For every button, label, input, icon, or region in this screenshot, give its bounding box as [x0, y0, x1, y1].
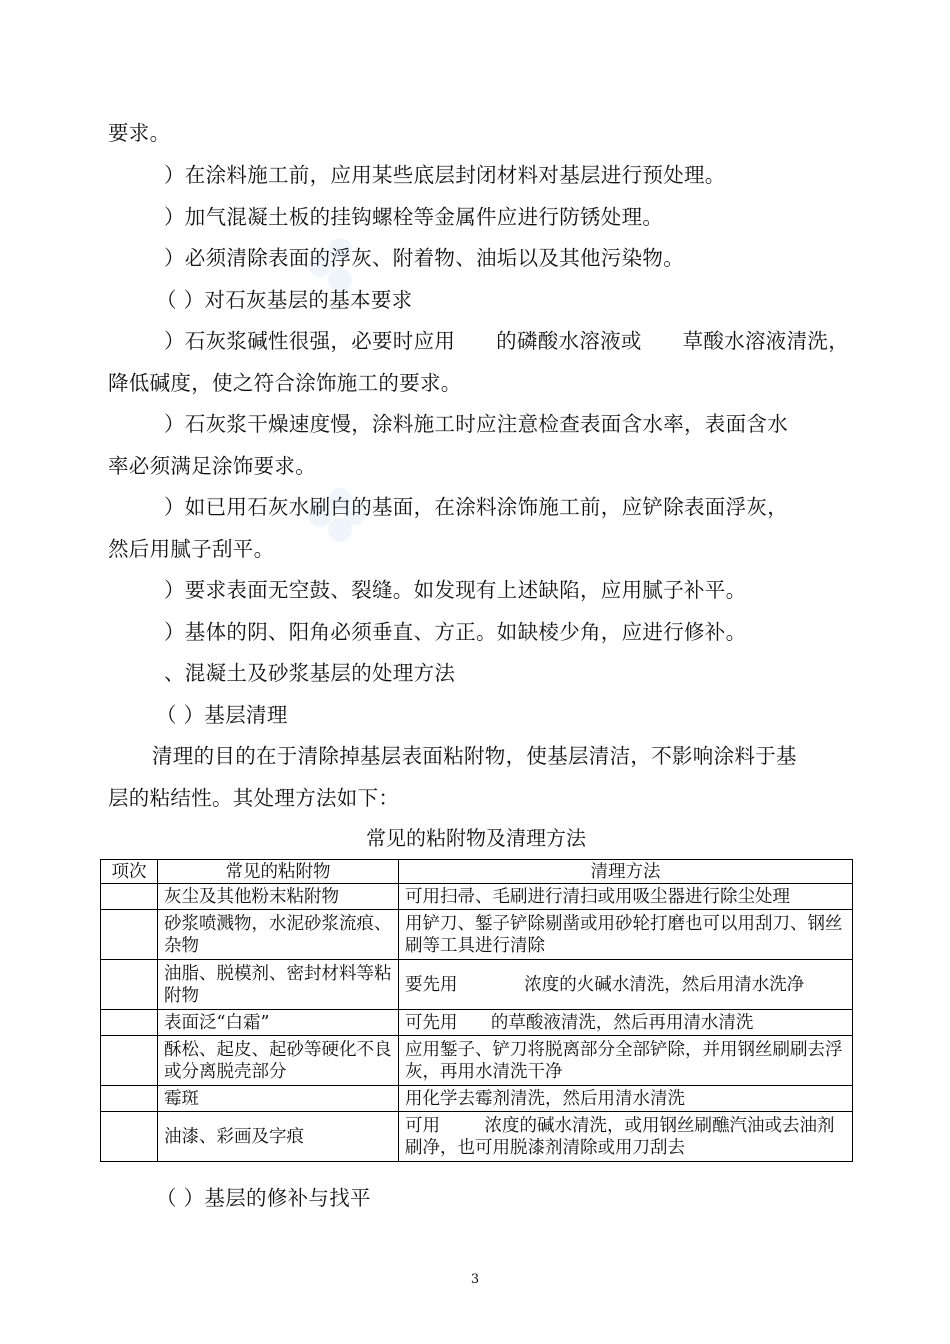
body-line: 要求。 — [108, 121, 171, 145]
body-line: 清理的目的在于清除掉基层表面粘附物，使基层清洁，不影响涂料于基 — [152, 744, 797, 768]
table-row — [101, 910, 853, 960]
cell-attachment: 砂浆喷溅物，水泥砂浆流痕、杂物 — [158, 910, 399, 960]
column-header-index: 项次 — [101, 860, 158, 884]
body-line: ）要求表面无空鼓、裂缝。如发现有上述缺陷，应用腻子补平。 — [164, 578, 747, 602]
table-caption: 常见的粘附物及清理方法 — [366, 826, 586, 850]
cell-index — [101, 960, 158, 1010]
body-line: ）加气混凝土板的挂钩螺栓等金属件应进行防锈处理。 — [164, 205, 664, 229]
body-line: ）基体的阴、阳角必须垂直、方正。如缺棱少角，应进行修补。 — [164, 620, 747, 644]
cell-index — [101, 1086, 158, 1112]
table-row — [101, 884, 853, 910]
cell-attachment: 油漆、彩画及字痕 — [158, 1112, 399, 1162]
body-line: ）石灰浆碱性很强，必要时应用 的磷酸水溶液或 草酸水溶液清洗， — [164, 329, 849, 353]
cell-attachment: 酥松、起皮、起砂等硬化不良或分离脱壳部分 — [158, 1036, 399, 1086]
body-line: ）石灰浆干燥速度慢，涂料施工时应注意检查表面含水率，表面含水 — [164, 412, 788, 436]
cell-method: 应用錾子、铲刀将脱离部分全部铲除，并用钢丝刷刷去浮灰，再用水清洗干净 — [399, 1036, 853, 1086]
cell-index — [101, 910, 158, 960]
body-line: 降低碱度，使之符合涂饰施工的要求。 — [108, 371, 462, 395]
cell-method: 要先用 浓度的火碱水清洗，然后用清水洗净 — [399, 960, 853, 1010]
table-row — [101, 1086, 853, 1112]
column-header-method: 清理方法 — [399, 860, 853, 884]
body-line: ）在涂料施工前，应用某些底层封闭材料对基层进行预处理。 — [164, 163, 726, 187]
body-line: 然后用腻子刮平。 — [108, 537, 275, 561]
cell-method: 可用扫帚、毛刷进行清扫或用吸尘器进行除尘处理 — [399, 884, 853, 910]
cell-index — [101, 1010, 158, 1036]
table-row — [101, 1036, 853, 1086]
body-line: ）必须清除表面的浮灰、附着物、油垢以及其他污染物。 — [164, 246, 684, 270]
cell-index — [101, 1036, 158, 1086]
cell-attachment: 霉斑 — [158, 1086, 399, 1112]
body-line: 层的粘结性。其处理方法如下： — [108, 786, 400, 810]
body-line: ）如已用石灰水刷白的基面，在涂料涂饰施工前，应铲除表面浮灰， — [164, 495, 788, 519]
table-row — [101, 1112, 853, 1162]
section-subheading: （ ）对石灰基层的基本要求 — [156, 288, 413, 312]
cell-method: 用铲刀、錾子铲除剔凿或用砂轮打磨也可以用刮刀、钢丝刷等工具进行清除 — [399, 910, 853, 960]
cleaning-methods-table — [100, 859, 853, 1162]
cell-index — [101, 884, 158, 910]
section-subheading: （ ）基层清理 — [156, 703, 288, 727]
cell-attachment: 油脂、脱模剂、密封材料等粘附物 — [158, 960, 399, 1010]
cell-method: 用化学去霉剂清洗，然后用清水清洗 — [399, 1086, 853, 1112]
table-row — [101, 1010, 853, 1036]
cell-index — [101, 1112, 158, 1162]
cell-method: 可用 浓度的碱水清洗，或用钢丝刷醮汽油或去油剂刷净，也可用脱漆剂清除或用刀刮去 — [399, 1112, 853, 1162]
section-subheading: （ ）基层的修补与找平 — [156, 1186, 371, 1210]
column-header-attachment: 常见的粘附物 — [158, 860, 399, 884]
page-number: 3 — [470, 1272, 480, 1287]
body-line: 率必须满足涂饰要求。 — [108, 454, 316, 478]
cell-attachment: 灰尘及其他粉末粘附物 — [158, 884, 399, 910]
section-heading: 、混凝土及砂浆基层的处理方法 — [164, 661, 456, 685]
cell-attachment: 表面泛“白霜” — [158, 1010, 399, 1036]
cell-method: 可先用 的草酸液清洗，然后再用清水清洗 — [399, 1010, 853, 1036]
table-row — [101, 960, 853, 1010]
